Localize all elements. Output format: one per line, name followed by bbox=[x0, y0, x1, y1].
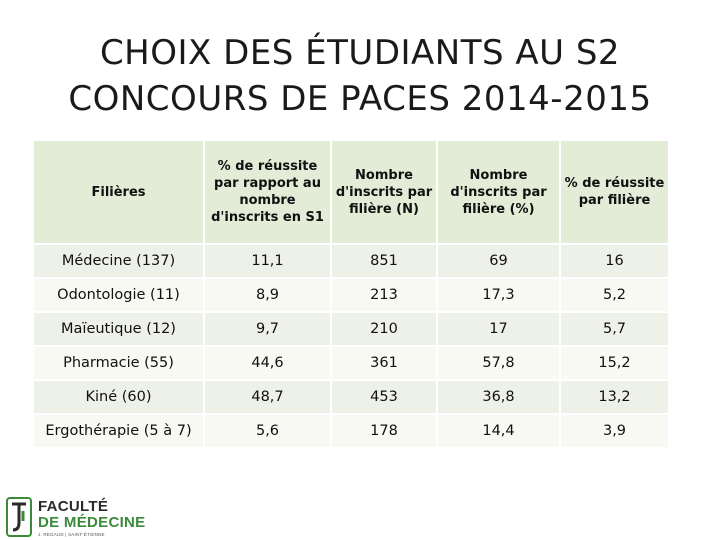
table-row bbox=[34, 244, 668, 278]
table-header-row bbox=[34, 141, 668, 244]
logo-text-medecine: DE MÉDECINE bbox=[38, 514, 146, 531]
cell-value: 5,7 bbox=[560, 312, 668, 346]
cell-value: 48,7 bbox=[204, 380, 331, 414]
cell-value: 361 bbox=[331, 346, 437, 380]
header-inscrits-n: Nombre d'inscrits par filière (N) bbox=[331, 141, 437, 244]
results-table bbox=[34, 141, 668, 447]
cell-value: 5,6 bbox=[204, 414, 331, 447]
cell-value: 213 bbox=[331, 278, 437, 312]
cell-filiere: Odontologie (11) bbox=[34, 278, 204, 312]
title-line-2: CONCOURS DE PACES 2014-2015 bbox=[68, 79, 652, 119]
cell-value: 16 bbox=[560, 244, 668, 278]
cell-value: 9,7 bbox=[204, 312, 331, 346]
logo-text-subtitle: J. REGAUD | SAINT-ÉTIENNE bbox=[38, 532, 105, 537]
cell-value: 36,8 bbox=[437, 380, 560, 414]
header-filieres: Filières bbox=[34, 141, 204, 244]
cell-value: 453 bbox=[331, 380, 437, 414]
cell-value: 15,2 bbox=[560, 346, 668, 380]
table-row bbox=[34, 278, 668, 312]
cell-value: 178 bbox=[331, 414, 437, 447]
slide-title bbox=[0, 30, 720, 122]
header-reussite-s1: % de réussite par rapport au nombre d'inscrits en S1 bbox=[204, 141, 331, 244]
cell-value: 8,9 bbox=[204, 278, 331, 312]
table-row bbox=[34, 346, 668, 380]
cell-value: 3,9 bbox=[560, 414, 668, 447]
logo-text-faculte: FACULTÉ bbox=[38, 498, 109, 515]
cell-value: 69 bbox=[437, 244, 560, 278]
title-line-1: CHOIX DES ÉTUDIANTS AU S2 bbox=[99, 33, 621, 73]
faculty-logo bbox=[6, 497, 196, 539]
table-row bbox=[34, 312, 668, 346]
cell-value: 13,2 bbox=[560, 380, 668, 414]
cell-filiere: Ergothérapie (5 à 7) bbox=[34, 414, 204, 447]
cell-filiere: Kiné (60) bbox=[34, 380, 204, 414]
cell-value: 57,8 bbox=[437, 346, 560, 380]
cell-value: 17,3 bbox=[437, 278, 560, 312]
cell-value: 5,2 bbox=[560, 278, 668, 312]
table-row bbox=[34, 414, 668, 447]
cell-value: 17 bbox=[437, 312, 560, 346]
cell-filiere: Maïeutique (12) bbox=[34, 312, 204, 346]
header-inscrits-pct: Nombre d'inscrits par filière (%) bbox=[437, 141, 560, 244]
faculty-logo-mark-icon bbox=[6, 497, 32, 537]
cell-value: 14,4 bbox=[437, 414, 560, 447]
cell-value: 11,1 bbox=[204, 244, 331, 278]
cell-value: 851 bbox=[331, 244, 437, 278]
cell-filiere: Pharmacie (55) bbox=[34, 346, 204, 380]
cell-value: 44,6 bbox=[204, 346, 331, 380]
cell-filiere: Médecine (137) bbox=[34, 244, 204, 278]
header-reussite-filiere: % de réussite par filière bbox=[560, 141, 668, 244]
table-row bbox=[34, 380, 668, 414]
cell-value: 210 bbox=[331, 312, 437, 346]
